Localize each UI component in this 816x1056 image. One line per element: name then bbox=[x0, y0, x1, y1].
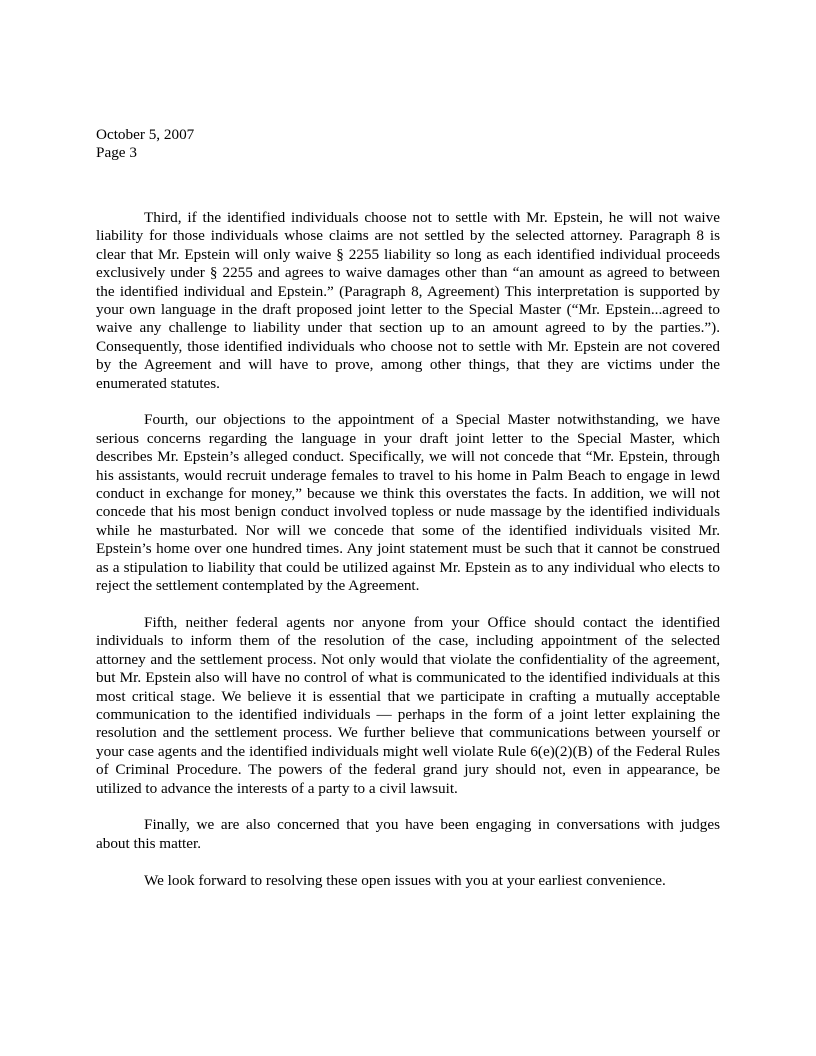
letter-header bbox=[96, 126, 720, 163]
paragraph-closing: We look forward to resolving these open issues with you at your earliest convenience. bbox=[144, 871, 666, 889]
page-number: Page 3 bbox=[96, 144, 137, 162]
paragraph-fifth: Fifth, neither federal agents nor anyone from your Office should contact the identified individuals to inform them of the resolution of the case, including appointment of the selected attorney and the settlement process. Not only would that violate the confidentiality of the agreement, but Mr. Epstein also will have no control of what is communicated to the identified individuals at this most critical stage. We believe it is essential that we participate in crafting a mutually acceptable communication to the identified individuals — perhaps in the form of a joint letter explaining the resolution and the settlement process. We further believe that communications between yourself or your case agents and the identified individuals might well violate Rule 6(e)(2)(B) of the Federal Rules of Criminal Procedure. The powers of the federal grand jury should not, even in appearance, be utilized to advance the interests of a party to a civil lawsuit. bbox=[96, 613, 720, 797]
letter-date: October 5, 2007 bbox=[96, 126, 195, 143]
paragraph-fourth: Fourth, our objections to the appointment of a Special Master notwithstanding, we have serious concerns regarding the language in your draft joint letter to the Special Master, which describes Mr. Epstein’s alleged conduct. Specifically, we will not concede that “Mr. Epstein, through his assistants, would recruit underage females to travel to his home in Palm Beach to engage in lewd conduct in exchange for money,” because we think this overstates the facts. In addition, we will not concede that his most benign conduct involved topless or nude massage by the identified individuals while he masturbated. Nor will we concede that some of the identified individuals visited Mr. Epstein’s home over one hundred times. Any joint statement must be such that it cannot be construed as a stipulation to liability that could be utilized against Mr. Epstein as to any individual who elects to reject the settlement contemplated by the Agreement. bbox=[96, 411, 720, 595]
paragraph-third: Third, if the identified individuals choose not to settle with Mr. Epstein, he will not waive liability for those individuals whose claims are not settled by the selected attorney. Paragraph 8 is clear that Mr. Epstein will only waive § 2255 liability so long as each identified individual proceeds exclusively under § 2255 and agrees to waive damages other than “an amount as agreed to between the identified individual and Epstein.” (Paragraph 8, Agreement) This interpretation is supported by your own language in the draft proposed joint letter to the Special Master (“Mr. Epstein...agreed to waive any challenge to liability under that section up to an amount agreed to by the parties.”). Consequently, those identified individuals who choose not to settle with Mr. Epstein are not covered by the Agreement and will have to prove, among other things, that they are victims under the enumerated statutes. bbox=[96, 209, 720, 392]
letter-body bbox=[96, 209, 720, 890]
paragraph-finally: Finally, we are also concerned that you have been engaging in conversations with judges about this matter. bbox=[96, 816, 720, 852]
